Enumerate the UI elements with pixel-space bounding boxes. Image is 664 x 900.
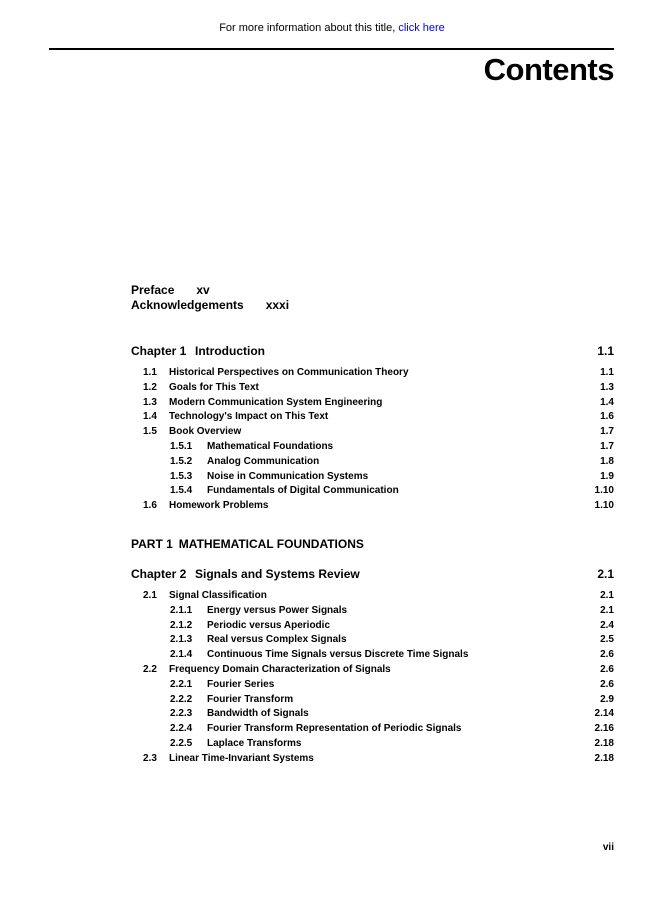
toc-entry-2-1[interactable] (131, 590, 614, 605)
entry-label: Goals for This Text (169, 382, 259, 393)
entry-number: 1.5.2 (170, 456, 193, 467)
entry-number: 2.2.3 (170, 708, 193, 719)
entry-page: 2.1 (600, 590, 614, 601)
entry-page: 2.6 (600, 664, 614, 675)
entry-number: 1.5 (143, 426, 157, 437)
entry-label: Linear Time-Invariant Systems (169, 753, 314, 764)
entry-page: 2.18 (594, 738, 614, 749)
entry-page: 2.6 (600, 649, 614, 660)
entry-page: 1.1 (600, 367, 614, 378)
entry-label: Modern Communication System Engineering (169, 397, 383, 408)
entry-page: 1.9 (600, 471, 614, 482)
chapter-number: Chapter 2 (131, 567, 187, 581)
toc-chapter-2[interactable] (131, 567, 614, 582)
toc-entry-1-3[interactable] (131, 397, 614, 412)
entry-label: Noise in Communication Systems (207, 471, 369, 482)
entry-page: 2.5 (600, 634, 614, 645)
entry-number: 1.6 (143, 500, 157, 511)
entry-label: Bandwidth of Signals (207, 708, 309, 719)
entry-label: Homework Problems (169, 500, 269, 511)
chapter-title: Signals and Systems Review (195, 567, 360, 581)
toc-entry-1-2[interactable] (131, 382, 614, 397)
entry-page: 2.1 (600, 605, 614, 616)
toc-preface[interactable] (131, 283, 210, 297)
entry-label: Fourier Transform (207, 694, 294, 705)
entry-label: Book Overview (169, 426, 242, 437)
entry-page: 2.6 (600, 679, 614, 690)
toc-acknowledgements[interactable] (131, 298, 289, 312)
toc-acknowledgements-label: Acknowledgements (131, 298, 244, 312)
toc-part-1[interactable] (131, 537, 364, 551)
entry-number: 2.2 (143, 664, 157, 675)
entry-page: 2.14 (594, 708, 614, 719)
entry-page: 2.4 (600, 620, 614, 631)
entry-number: 2.2.5 (170, 738, 193, 749)
entry-page: 1.4 (600, 397, 614, 408)
toc-entry-2-2-5[interactable] (131, 738, 614, 753)
part-number: PART 1 (131, 537, 173, 551)
toc-entry-1-5[interactable] (131, 426, 614, 441)
title-info-text: For more information about this title, (219, 22, 399, 34)
toc-entry-1-4[interactable] (131, 411, 614, 426)
chapter-page: 2.1 (597, 567, 614, 581)
entry-label: Energy versus Power Signals (207, 605, 348, 616)
entry-number: 2.2.4 (170, 723, 193, 734)
entry-page: 1.10 (594, 500, 614, 511)
entry-number: 2.2.2 (170, 694, 193, 705)
entry-label: Mathematical Foundations (207, 441, 334, 452)
entry-label: Fourier Series (207, 679, 275, 690)
toc-entry-2-2-2[interactable] (131, 694, 614, 709)
entry-number: 2.1.1 (170, 605, 193, 616)
entry-number: 2.1.2 (170, 620, 193, 631)
entry-label: Historical Perspectives on Communication Theory (169, 367, 409, 378)
toc-entry-2-1-4[interactable] (131, 649, 614, 664)
click-here-link[interactable]: click here (398, 22, 445, 34)
toc-entry-2-2-4[interactable] (131, 723, 614, 738)
entry-number: 1.5.1 (170, 441, 193, 452)
entry-page: 2.18 (594, 753, 614, 764)
entry-label: Real versus Complex Signals (207, 634, 347, 645)
entry-number: 2.3 (143, 753, 157, 764)
entry-label: Fundamentals of Digital Communication (207, 485, 399, 496)
entry-label: Laplace Transforms (207, 738, 302, 749)
entry-page: 1.8 (600, 456, 614, 467)
toc-chapter-1[interactable] (131, 344, 614, 359)
toc-acknowledgements-page: xxxi (265, 298, 290, 312)
entry-page: 1.7 (600, 441, 614, 452)
entry-label: Frequency Domain Characterization of Signals (169, 664, 391, 675)
entry-page: 1.7 (600, 426, 614, 437)
entry-number: 1.1 (143, 367, 157, 378)
toc-entry-2-1-1[interactable] (131, 605, 614, 620)
entry-page: 1.6 (600, 411, 614, 422)
toc-preface-label: Preface (131, 283, 175, 297)
toc-preface-page: xv (196, 283, 210, 297)
toc-entry-1-5-3[interactable] (131, 471, 614, 486)
toc-entry-1-6[interactable] (131, 500, 614, 515)
toc-entry-1-5-4[interactable] (131, 485, 614, 500)
entry-number: 2.2.1 (170, 679, 193, 690)
entry-number: 2.1.4 (170, 649, 193, 660)
entry-number: 1.5.3 (170, 471, 193, 482)
entry-label: Signal Classification (169, 590, 267, 601)
page-title: Contents (483, 52, 614, 87)
toc-entry-1-5-1[interactable] (131, 441, 614, 456)
entry-number: 1.2 (143, 382, 157, 393)
title-info-note (0, 22, 664, 34)
entry-label: Analog Communication (207, 456, 320, 467)
toc-entry-2-2-3[interactable] (131, 708, 614, 723)
toc-entry-2-1-2[interactable] (131, 620, 614, 635)
part-title: MATHEMATICAL FOUNDATIONS (178, 537, 364, 551)
chapter-page: 1.1 (597, 344, 614, 358)
entry-number: 2.1 (143, 590, 157, 601)
entry-label: Periodic versus Aperiodic (207, 620, 331, 631)
entry-page: 2.16 (594, 723, 614, 734)
entry-page: 1.10 (594, 485, 614, 496)
header-rule (49, 48, 614, 50)
toc-entry-2-2-1[interactable] (131, 679, 614, 694)
entry-label: Continuous Time Signals versus Discrete Time Signals (207, 649, 469, 660)
entry-number: 1.4 (143, 411, 157, 422)
chapter-number: Chapter 1 (131, 344, 187, 358)
toc-entry-1-5-2[interactable] (131, 456, 614, 471)
entry-number: 1.3 (143, 397, 157, 408)
entry-page: 1.3 (600, 382, 614, 393)
toc-entry-1-1[interactable] (131, 367, 614, 382)
toc-entry-2-3[interactable] (131, 753, 614, 768)
page-number: vii (602, 842, 614, 853)
entry-label: Fourier Transform Representation of Periodic Signals (207, 723, 462, 734)
toc-entry-2-1-3[interactable] (131, 634, 614, 649)
entry-label: Technology's Impact on This Text (169, 411, 329, 422)
chapter-title: Introduction (195, 344, 265, 358)
entry-number: 1.5.4 (170, 485, 193, 496)
toc-entry-2-2[interactable] (131, 664, 614, 679)
entry-page: 2.9 (600, 694, 614, 705)
entry-number: 2.1.3 (170, 634, 193, 645)
